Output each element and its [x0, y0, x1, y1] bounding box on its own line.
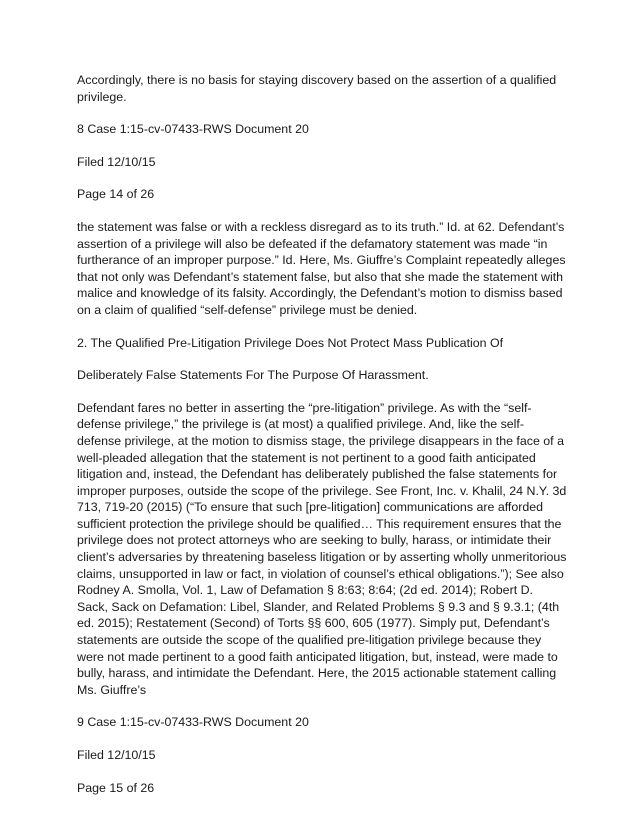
document-page: [77, 72, 567, 796]
case-header-page-9: 9 Case 1:15-cv-07433-RWS Document 20: [77, 715, 309, 730]
filed-date-1: Filed 12/10/15: [77, 154, 156, 169]
page-number-15: Page 15 of 26: [77, 780, 155, 795]
filed-date-2: Filed 12/10/15: [77, 748, 156, 762]
section-heading-line-1: 2. The Qualified Pre-Litigation Privilege Does Not Protect Mass Publication Of: [77, 335, 504, 350]
paragraph-pre-litigation: Defendant fares no better in asserting the “pre-litigation” privilege. As with the “self-defense privilege,” the privilege is (at most) a qualified privilege. And, like the self-defense privilege, at the motion to dismiss stage, the privilege disappears in the face of a well-pleaded allegation that the statement is not pertinent to a good faith anticipated litigation and, instead, the Defendant has deliberately published the false statements for improper purposes, outside the scope of the privilege. See Front, Inc. v. Khalil, 24 N.Y. 3d 713, 719-20 (2015) (“To ensure that such [pre-litigation] communications are afforded sufficient protection the privilege should be qualified… This requirement ensures that the privilege does not protect attorneys who are seeking to bully, harass, or intimidate their client’s adversaries by threatening baseless litigation or by asserting wholly unmeritorious claims, unsupported in law or fact, in violation of counsel’s ethical obligations.”); See also Rodney A. Smolla, Vol. 1, Law of Defamation § 8:63; 8:64; (2d ed. 2014); Robert D. Sack, Sack on Defamation: Libel, Slander, and Related Problems § 9.3 and § 9.3.1; (4th ed. 2015); Restatement (Second) of Torts §§ 600, 605 (1977). Simply put, Defendant’s statements are outside the scope of the qualified pre-litigation privilege because they were not made pertinent to a good faith anticipated litigation, but, instead, were made to bully, harass, and intimidate the Defendant. Here, the 2015 actionable statement calling Ms. Giuffre’s: [77, 400, 567, 697]
case-header-page-8: 8 Case 1:15-cv-07433-RWS Document 20: [77, 122, 309, 137]
section-heading-line-2: Deliberately False Statements For The Purpose Of Harassment.: [77, 368, 429, 383]
paragraph-no-basis: Accordingly, there is no basis for staying discovery based on the assertion of a qualified privilege.: [77, 73, 557, 104]
paragraph-statement-false: the statement was false or with a reckless disregard as to its truth.” Id. at 62. Defendant’s assertion of a privilege will also be defeated if the defamatory statement was made “in furtherance of an improper purpose.” Id. Here, Ms. Giuffre’s Complaint repeatedly alleges that not only was Defendant’s statement false, but also that she made the statement with malice and knowledge of its falsity. Accordingly, the Defendant’s motion to dismiss based on a claim of qualified “self-defense” privilege must be denied.: [77, 219, 566, 317]
page-number-14: Page 14 of 26: [77, 187, 155, 202]
